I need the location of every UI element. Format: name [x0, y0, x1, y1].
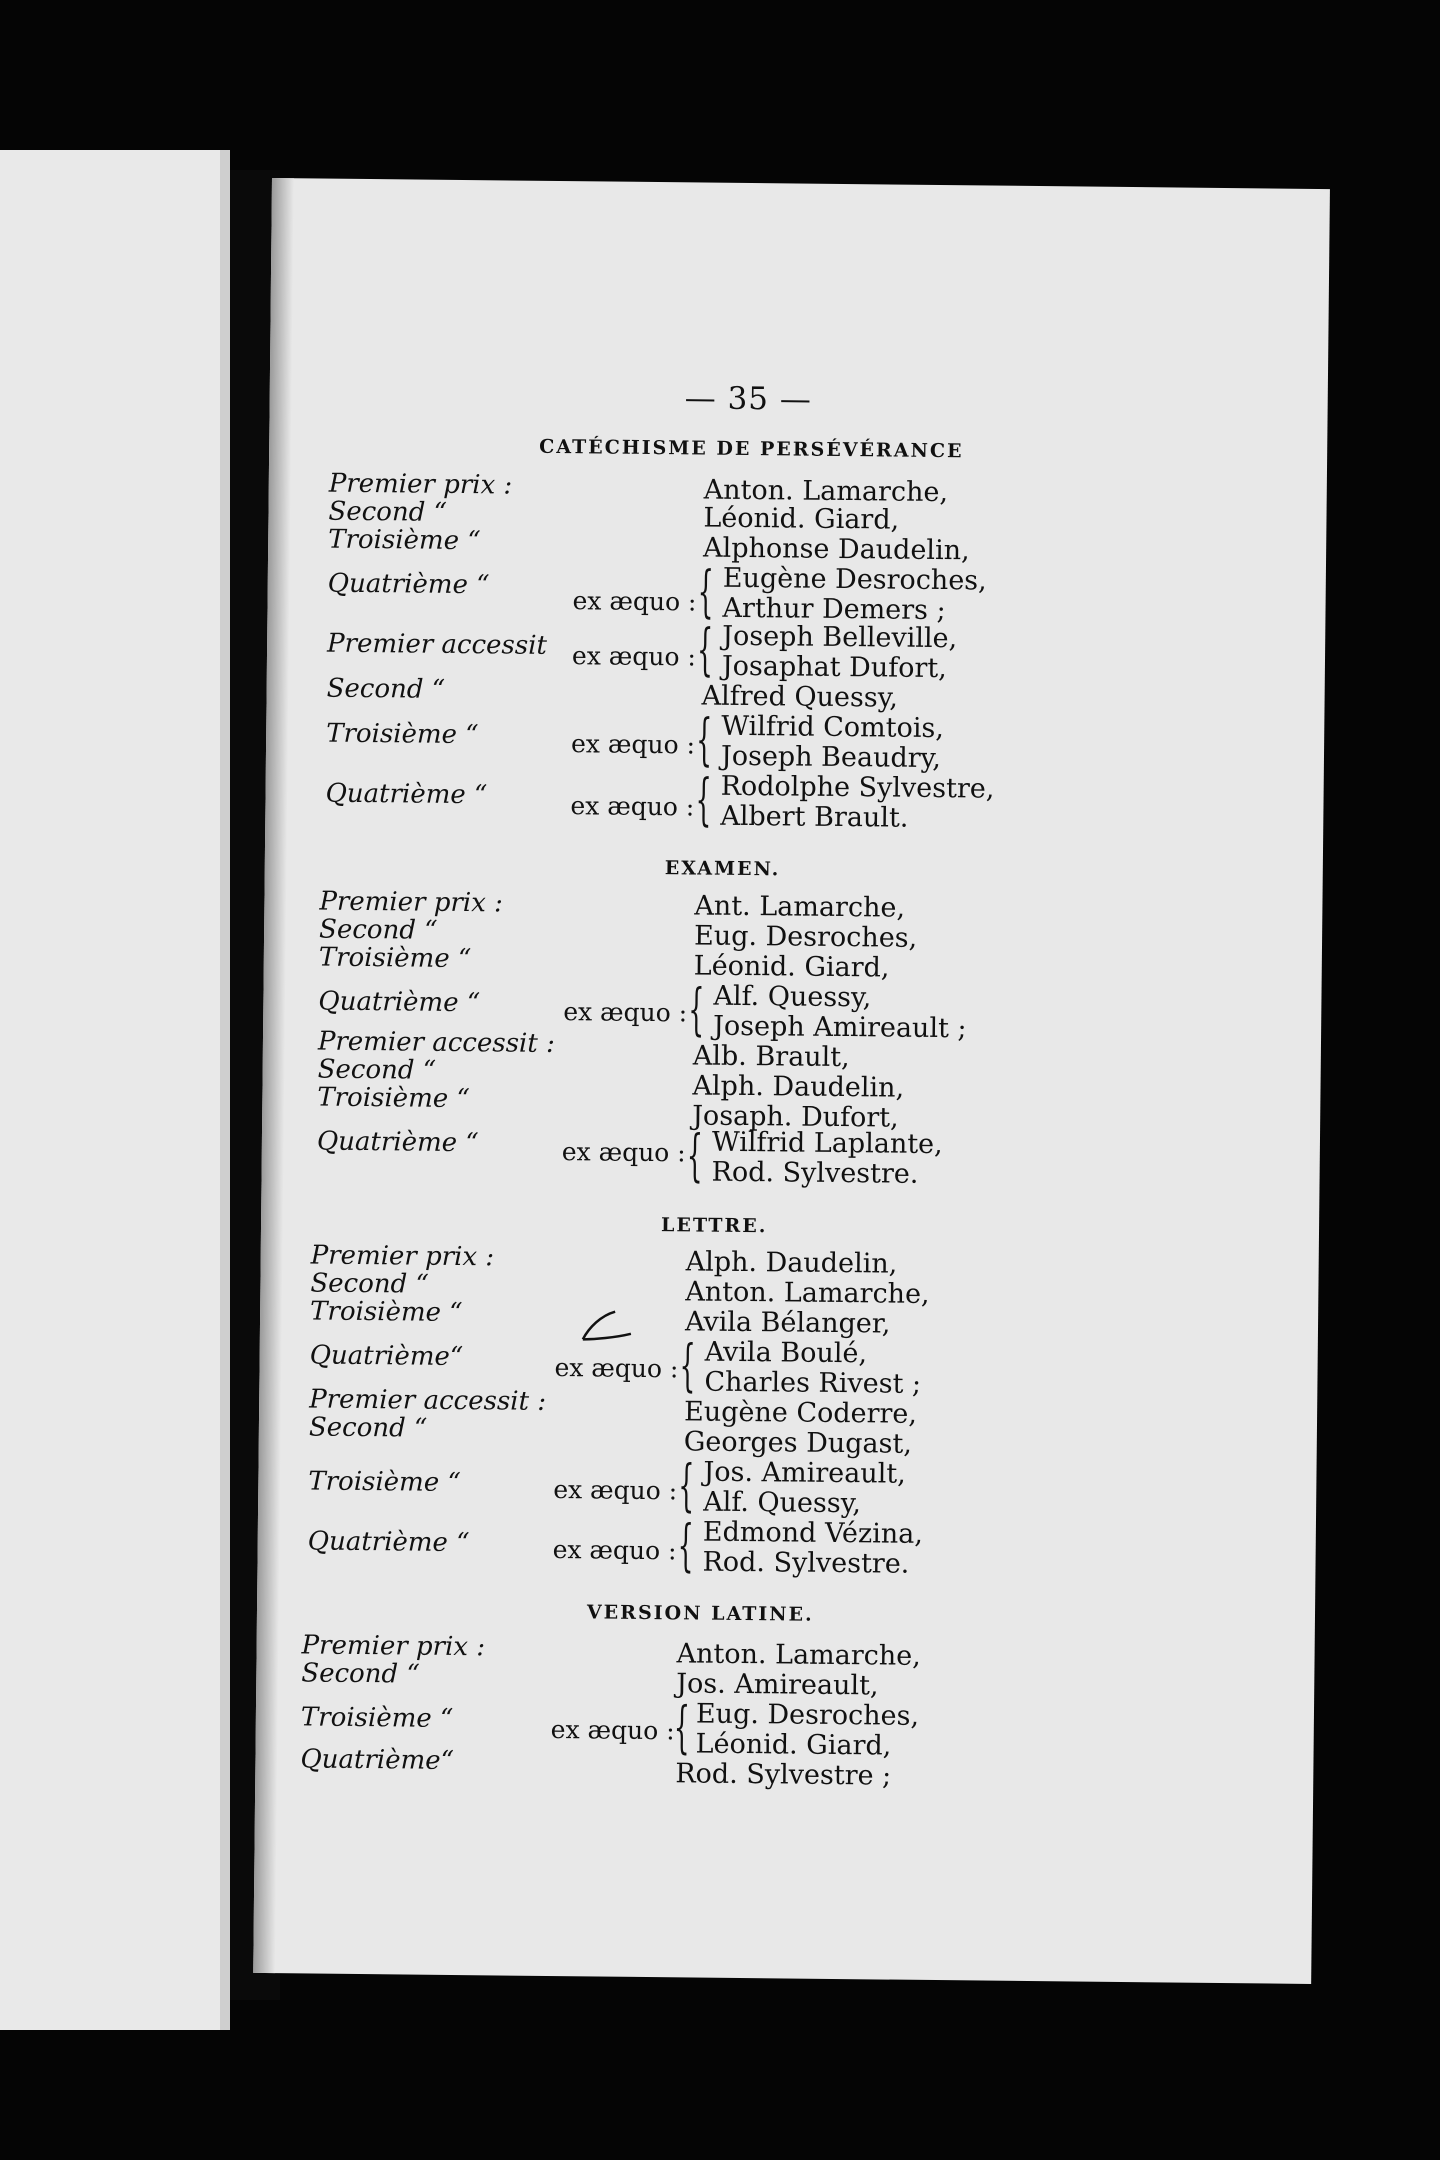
name: Léonid. Giard, [695, 1728, 892, 1762]
facing-page-edge [220, 150, 230, 2030]
label: Second “ [317, 1054, 437, 1086]
brace: { [695, 707, 713, 773]
label: Troisième “ [318, 942, 472, 975]
section-heading-examen: EXAMEN. [664, 857, 781, 881]
label: Quatrième “ [325, 778, 488, 811]
name: Wilfrid Laplante, [711, 1126, 943, 1161]
name: Jos. Amireault, [703, 1456, 906, 1490]
ex-aequo: ex æquo : [572, 586, 697, 617]
ex-aequo: ex æquo : [553, 1475, 678, 1506]
label: Second “ [301, 1658, 420, 1690]
ex-aequo: ex æquo : [571, 641, 697, 672]
name: Eugène Coderre, [683, 1396, 918, 1430]
name: Anton. Lamarche, [703, 474, 949, 509]
name: Ant. Lamarche, [694, 890, 906, 924]
label: Quatrième “ [316, 1126, 479, 1159]
label: Second “ [328, 496, 448, 528]
name: Léonid. Giard, [703, 502, 900, 536]
label: Premier prix : [310, 1240, 495, 1273]
brace: { [695, 767, 712, 833]
label: Troisième “ [300, 1702, 454, 1734]
label: Quatrième “ [307, 1526, 470, 1559]
label: Quatrième“ [300, 1744, 455, 1776]
label: Quatrième“ [309, 1340, 464, 1373]
label: Quatrième “ [327, 568, 490, 601]
label: Troisième “ [326, 718, 479, 751]
name: Alf. Quessy, [713, 980, 872, 1014]
name: Avila Boulé, [704, 1336, 868, 1370]
label: Quatrième “ [318, 986, 481, 1019]
label: Troisième “ [317, 1082, 470, 1115]
label: Second “ [310, 1268, 429, 1300]
label: Second “ [318, 914, 438, 946]
name: Rodolphe Sylvestre, [720, 770, 995, 805]
name: Josaphat Dufort, [721, 650, 947, 685]
label: Troisième “ [308, 1466, 461, 1499]
label: Premier prix : [301, 1630, 486, 1663]
brace: { [679, 1333, 696, 1399]
brace: { [677, 1453, 695, 1519]
name: Eug. Desroches, [693, 920, 918, 954]
name: Anton. Lamarche, [676, 1638, 921, 1672]
section-heading-catechisme: CATÉCHISME DE PERSÉVÉRANCE [539, 435, 964, 463]
name: Rod. Sylvestre. [702, 1546, 910, 1580]
name: Arthur Demers ; [722, 592, 946, 627]
label: Second “ [308, 1412, 428, 1444]
section-heading-version-latine: VERSION LATINE. [586, 1601, 814, 1626]
name: Anton. Lamarche, [685, 1276, 930, 1310]
name: Jos. Amireault, [676, 1668, 879, 1702]
section-heading-lettre: LETTRE. [660, 1214, 768, 1238]
name: Josaph. Dufort, [692, 1100, 899, 1134]
brace: { [686, 1123, 704, 1189]
name: Eugène Desroches, [722, 562, 987, 597]
name: Alf. Quessy, [702, 1486, 862, 1520]
ex-aequo: ex æquo : [570, 791, 695, 822]
label: Troisième “ [328, 524, 481, 557]
name: Avila Bélanger, [684, 1306, 891, 1340]
document-page [253, 178, 1330, 1984]
page-content [253, 178, 1330, 1984]
name: Wilfrid Comtois, [721, 710, 945, 745]
name: Joseph Amireault ; [712, 1010, 967, 1045]
name: Alphonse Daudelin, [702, 532, 970, 567]
name: Léonid. Giard, [693, 950, 890, 984]
label: Second “ [326, 673, 446, 705]
name: Albert Brault. [720, 800, 909, 834]
brace: { [696, 617, 714, 683]
label: Premier accessit [326, 628, 548, 661]
name: Alfred Quessy, [701, 680, 899, 714]
label: Premier accessit : [309, 1384, 547, 1417]
brace: { [687, 977, 705, 1043]
name: Joseph Belleville, [722, 620, 958, 655]
name: Rod. Sylvestre ; [675, 1758, 892, 1792]
handwritten-checkmark [575, 1309, 635, 1344]
brace: { [673, 1695, 691, 1761]
name: Edmond Vézina, [702, 1516, 924, 1550]
ex-aequo: ex æquo : [554, 1353, 679, 1384]
ex-aequo: ex æquo : [561, 1137, 686, 1168]
name: Eug. Desroches, [695, 1698, 920, 1732]
brace: { [697, 559, 715, 625]
label: Premier accessit : [317, 1026, 555, 1060]
name: Alb. Brault, [692, 1040, 850, 1074]
name: Joseph Beaudry, [720, 740, 942, 775]
ex-aequo: ex æquo : [570, 729, 696, 760]
ex-aequo: ex æquo : [552, 1535, 677, 1566]
name: Alph. Daudelin, [685, 1246, 898, 1280]
ex-aequo: ex æquo : [563, 997, 688, 1028]
label: Premier prix : [328, 468, 513, 501]
name: Alph. Daudelin, [692, 1070, 905, 1104]
label: Troisième “ [309, 1296, 463, 1329]
ex-aequo: ex æquo : [550, 1715, 675, 1746]
name: Georges Dugast, [683, 1426, 913, 1460]
name: Charles Rivest ; [704, 1366, 922, 1400]
brace: { [677, 1513, 695, 1579]
facing-page [0, 150, 230, 2030]
page-number: — 35 — [684, 380, 813, 418]
label: Premier prix : [319, 886, 504, 919]
name: Rod. Sylvestre. [711, 1156, 919, 1190]
